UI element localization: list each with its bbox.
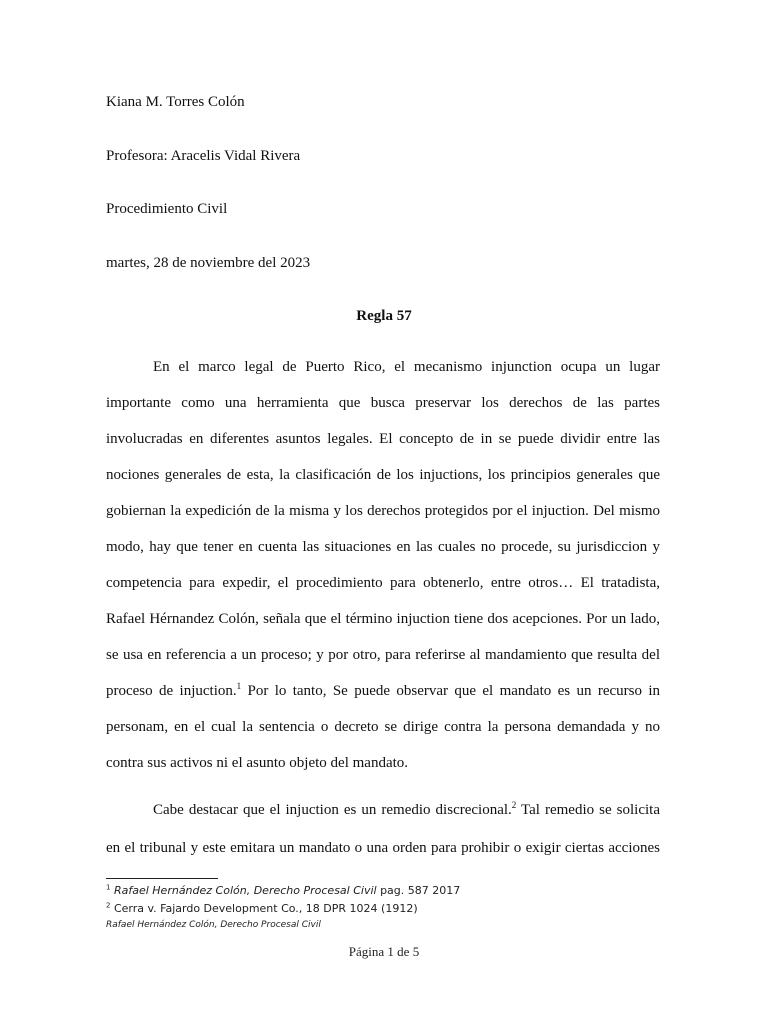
footnote-number: 1: [106, 883, 111, 892]
paragraph-line: contra sus activos ni el asunto objeto del mandato.: [106, 755, 409, 771]
paragraph-text: Por lo tanto, Se puede observar que el mandato es un recurso in: [241, 683, 660, 699]
paragraph-text: Cabe destacar que el injuction es un remedio discrecional.: [153, 802, 512, 818]
paragraph-line: nociones generales de esta, la clasificación de los injuctions, los principios generales que: [106, 467, 660, 483]
footnote-2: [106, 902, 418, 916]
footnote-text: pag. 587 2017: [376, 884, 461, 897]
course-name: Procedimiento Civil: [106, 201, 228, 217]
footnote-ref-1[interactable]: 1: [236, 681, 242, 691]
paragraph-text: proceso de injuction.: [106, 683, 237, 699]
paragraph-line: gobiernan la expedición de la misma y los derechos protegidos por el injuction. Del mismo: [106, 503, 660, 519]
document-title: Regla 57: [356, 308, 412, 324]
paragraph-line: [106, 681, 660, 701]
footnote-ref-2[interactable]: 2: [511, 800, 517, 810]
footnote-1: [106, 884, 460, 898]
footnote-text: Cerra v. Fajardo Development Co., 18 DPR 1024 (1912): [110, 902, 418, 915]
document-date: martes, 28 de noviembre del 2023: [106, 255, 311, 271]
paragraph-line: En el marco legal de Puerto Rico, el mecanismo injunction ocupa un lugar: [153, 359, 660, 375]
footnote-number: 2: [106, 901, 111, 910]
paragraph-line: personam, en el cual la sentencia o decreto se dirige contra la persona demandada y no: [106, 719, 660, 735]
footnote-source: Rafael Hernández Colón, Derecho Procesal Civil: [113, 884, 377, 897]
paragraph-line: se usa en referencia a un proceso; y por otro, para referirse al mandamiento que resulta del: [106, 647, 660, 663]
paragraph-line: modo, hay que tener en cuenta las situaciones en las cuales no procede, su jurisdiccion y: [106, 539, 660, 555]
paragraph-text: Tal remedio se solicita: [516, 802, 660, 818]
paragraph-line: involucradas en diferentes asuntos legales. El concepto de in se puede dividir entre las: [106, 431, 660, 447]
running-header: Rafael Hernández Colón, Derecho Procesal Civil: [106, 920, 321, 930]
page-number: Página 1 de 5: [348, 944, 420, 959]
author-name: Kiana M. Torres Colón: [106, 94, 245, 110]
paragraph-line: en el tribunal y este emitara un mandato o una orden para prohibir o exigir ciertas acciones: [106, 840, 660, 856]
paragraph-line: competencia para expedir, el procedimiento para obtenerlo, entre otros… El tratadista,: [106, 575, 660, 591]
professor-name: Profesora: Aracelis Vidal Rivera: [106, 148, 301, 164]
paragraph-line: [106, 800, 660, 820]
paragraph-line: importante como una herramienta que busca preservar los derechos de las partes: [106, 395, 660, 411]
footnote-separator: [106, 878, 218, 879]
paragraph-line: Rafael Hérnandez Colón, señala que el término injuction tiene dos acepciones. Por un lado,: [106, 611, 660, 627]
